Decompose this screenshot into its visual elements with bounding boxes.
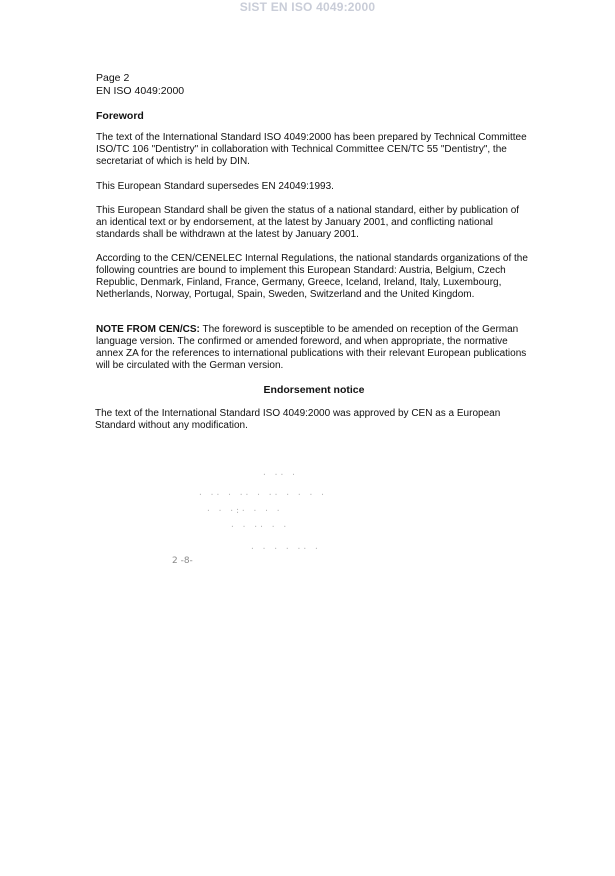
scan-noise: · · ·:· · · · [206, 506, 282, 515]
scan-mark: 2 -8- [172, 556, 193, 566]
foreword-paragraph-1: The text of the International Standard ISO 4049:2000 has been prepared by Technical Committee ISO/TC 106 "Dentistry" in collaboration with Technical Committee CEN/TC 55 "Dentistry", the secretariat of which is held by DIN. [96, 132, 527, 167]
page-header [96, 72, 184, 98]
note-text: The foreword is susceptible to be amended on reception of the German language version. The confirmed or amended foreword, and when appropriate, the normative annex ZA for the references to international publications with their relevant European publications will be circulated with the German version. [96, 324, 527, 371]
foreword-paragraph-2: This European Standard supersedes EN 24049:1993. [96, 181, 334, 192]
scan-noise: · · · · ·· · [250, 544, 320, 553]
foreword-paragraph-4: According to the CEN/CENELEC Internal Regulations, the national standards organizations of the following countries are bound to implement this European Standard: Austria, Belgium, Czech Republic, Denmark, Finland, France, Germany, Greece, Iceland, Ireland, Italy, Luxembourg, Netherlands, Norway, Portugal, Spain, Sweden, Switzerland and the United Kingdom. [96, 253, 528, 300]
foreword-heading: Foreword [96, 110, 144, 122]
note-from-cen [96, 324, 532, 372]
foreword-paragraph-3: This European Standard shall be given the status of a national standard, either by publication of an identical text or by endorsement, at the latest by January 2001, and conflicting national standards shall be withdrawn at the latest by January 2001. [96, 205, 520, 240]
watermark: SIST EN ISO 4049:2000 [239, 0, 376, 14]
endorsement-text: The text of the International Standard ISO 4049:2000 was approved by CEN as a European Standard without any modification. [95, 408, 501, 431]
document-id: EN ISO 4049:2000 [96, 85, 185, 97]
note-label: NOTE FROM CEN/CS: [96, 324, 200, 335]
page-number: Page 2 [96, 72, 130, 84]
scan-noise: · ·· · ·· · ·· · · · · [198, 490, 326, 499]
scan-noise: · · ·· · · [230, 522, 289, 531]
scan-noise: · ·· · [262, 470, 297, 479]
endorsement-heading: Endorsement notice [263, 384, 365, 396]
